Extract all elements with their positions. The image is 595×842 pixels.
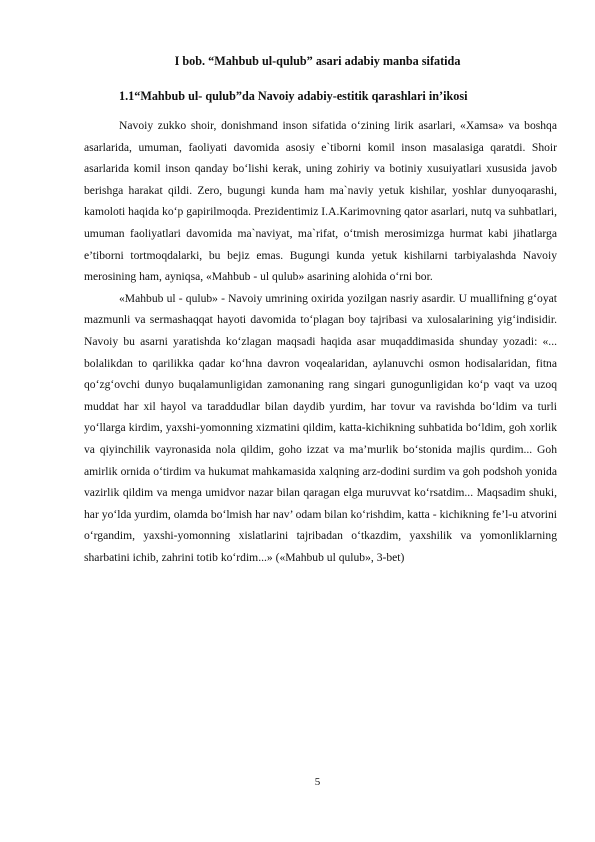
page-number: 5 — [314, 776, 321, 788]
section-title: 1.1“Mahbub ul- qulub”da Navoiy adabiy-estitik qarashlari in’ikosi — [119, 89, 468, 103]
body-paragraph: Navoiy zukko shoir, donishmand inson sifatida o‘zining lirik asarlari, «Xamsa» va boshqa asarlarida, umuman, faoliyati davomida asosiy e`tiborni komil inson masalasiga qaratdi. Shoir asarlarida komil inson qanday bo‘lishi kerak, uning zohiriy va botiniy xusuiyatlari xususida javob berishga harakat qildi. Zero, bugungi kunda ham ma`naviy yetuk kishilar, yoshlar dunyoqarashi, kamoloti haqida ko‘p gapirilmoqda. Prezidentimiz I.A.Karimovning qator asarlari, nutq va suhbatlari, umuman faoliyatlari davomida ma`naviyat, ma`rifat, o‘tmish merosimizga hurmat kabi jihatlarga e’tiborni tortmoqdalarki, bu bejiz emas. Bugungi kunda yetuk kishilarni tarbiyalashda Navoiy merosining ham, ayniqsa, «Mahbub - ul qulub» asarining alohida o‘rni bor. — [84, 119, 557, 284]
chapter-title: I bob. “Mahbub ul-qulub” asari adabiy manba sifatida — [174, 54, 461, 68]
document-page — [84, 52, 557, 568]
body-paragraph: «Mahbub ul - qulub» - Navoiy umrining oxirida yozilgan nasriy asardir. U muallifning g‘oyat mazmunli va sermashaqqat hayoti davomida to‘plagan boy tajribasi va xulosalarining yig‘indisidir. Navoiy bu asarni yaratishda ko‘zlagan maqsadi haqida asar muqaddimasida shunday yozadi: «... bolalikdan to qarilikka qadar ko‘hna davron voqealaridan, aylanuvchi osmon hodisalaridan, fitna qo‘zg‘ovchi dunyo buqalamunligidan zamonaning rang singari gunogunligidan ko‘p vaqt va uzoq muddat har xil hayol va taraddudlar bilan daydib yurdim, har tovur va ravishda bo‘ldim va turli yo‘llarga kirdim, yaxshi-yomonning xizmatini qildim, katta-kichikning suhbatida bo‘ldim, goh xorlik va qiyinchilik vayronasida nola qildim, goho izzat va ma’murlik bo‘stonida majlis qurdim... Goh amirlik ornida o‘tirdim va hukumat mahkamasida xalqning arz-dodini surdim va goh podshoh yonida vazirlik qildim va menga umidvor nazar bilan qaragan elga muruvvat ko‘rsatdim... Maqsadim shuki, har yo‘lda yurdim, olamda bo‘lmish har nav’ odam bilan ko‘rishdim, katta - kichikning fe’l-u atvorini o‘rgandim, yaxshi-yomonning xislatlarini tajribadan o‘tkazdim, yaxshilik va yomonliklarning sharbatini ichib, zahrini totib ko‘rdim...» («Mahbub ul qulub», 3-bet) — [84, 291, 557, 564]
